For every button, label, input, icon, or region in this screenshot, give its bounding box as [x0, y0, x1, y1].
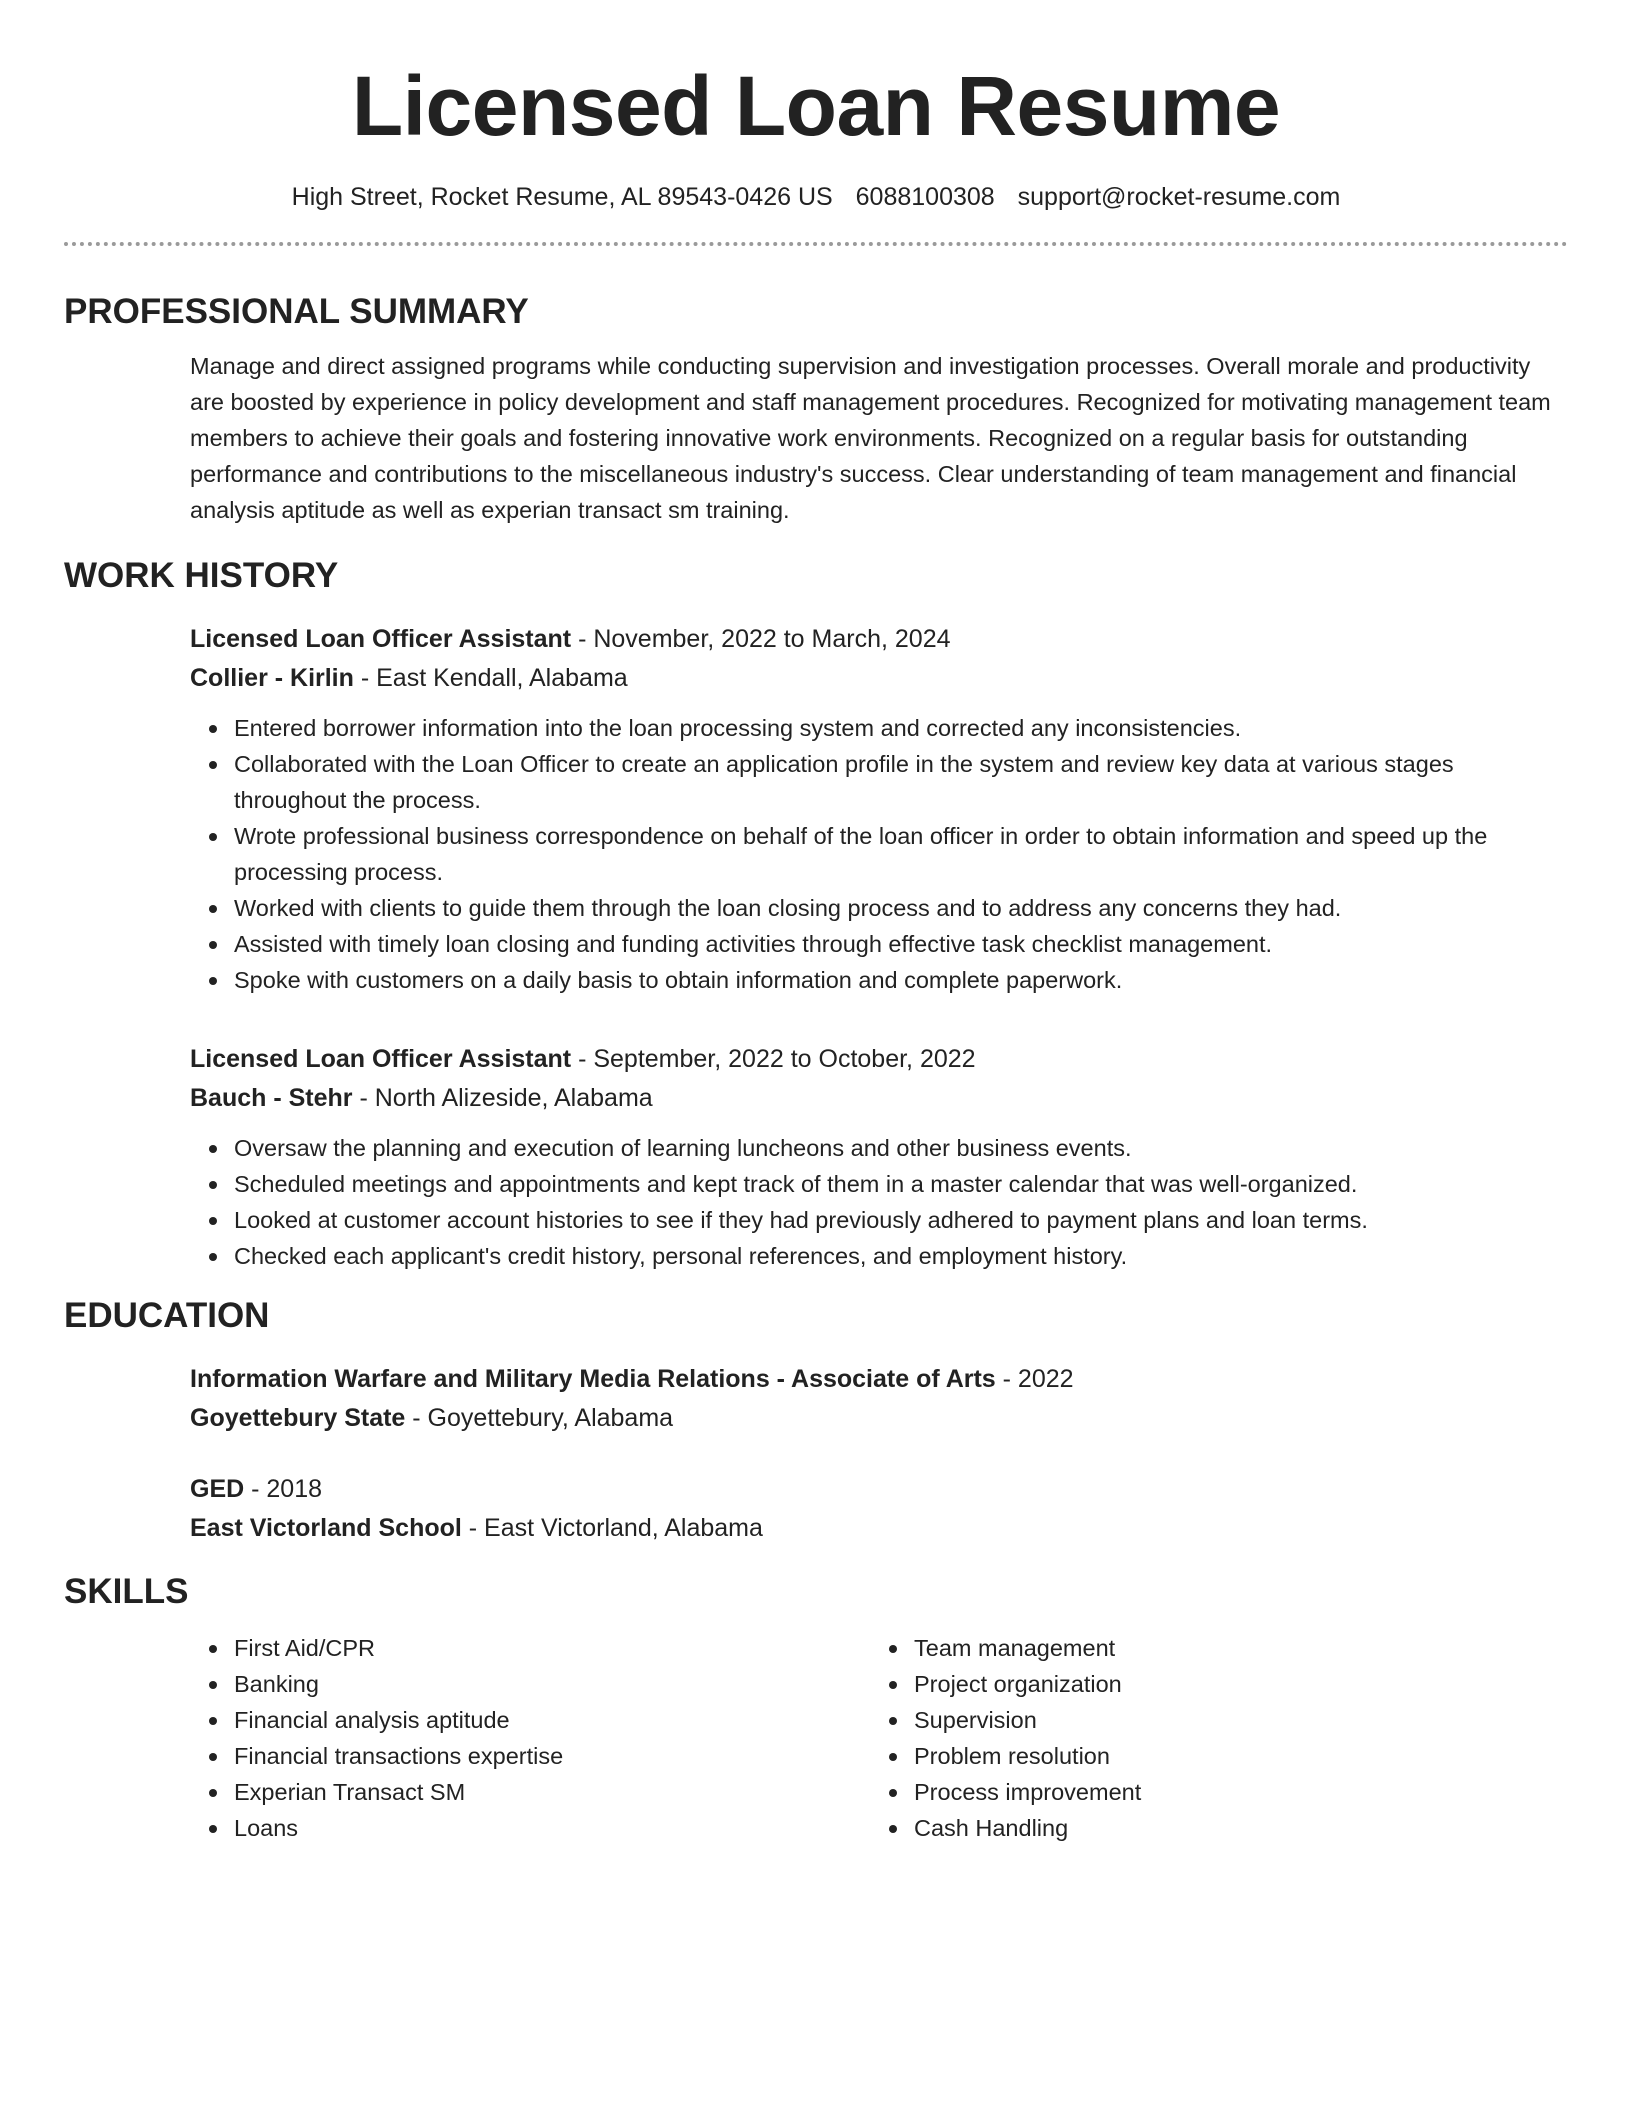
- education-location: - East Victorland, Alabama: [461, 1514, 763, 1542]
- job-title-line: [190, 620, 1558, 659]
- skill-item: Problem resolution: [914, 1738, 1490, 1774]
- job-company: Collier - Kirlin: [190, 664, 354, 692]
- skill-item: Banking: [234, 1666, 870, 1702]
- contact-phone: 6088100308: [855, 183, 995, 211]
- list-item: Assisted with timely loan closing and funding activities through effective task checklist management.: [234, 926, 1558, 962]
- education-degree-line: [190, 1360, 1558, 1399]
- summary-text: Manage and direct assigned programs while conducting supervision and investigation processes. Overall morale and productivity are boosted by experience in policy development and staff management procedures. Recognized for motivating management team members to achieve their goals and fostering innovative work environments. Recognized on a regular basis for outstanding performance and contributions to the miscellaneous industry's success. Clear understanding of team management and financial analysis aptitude as well as experian transact sm training.: [190, 353, 1551, 523]
- work-history-section: [64, 554, 1568, 1274]
- list-item: Looked at customer account histories to see if they had previously adhered to payment plans and loan terms.: [234, 1202, 1558, 1238]
- education-school-line: [190, 1399, 1558, 1438]
- contact-line: [64, 180, 1568, 214]
- skill-item: Supervision: [914, 1702, 1490, 1738]
- job-dates: - September, 2022 to October, 2022: [571, 1045, 976, 1073]
- skill-item: Financial analysis aptitude: [234, 1702, 870, 1738]
- list-item: Oversaw the planning and execution of learning luncheons and other business events.: [234, 1130, 1558, 1166]
- skill-item: Loans: [234, 1810, 870, 1846]
- education-school: East Victorland School: [190, 1514, 462, 1542]
- list-item: Collaborated with the Loan Officer to create an application profile in the system and review key data at various stages throughout the process.: [234, 746, 1558, 818]
- education-school-line: [190, 1509, 1558, 1548]
- education-year: - 2022: [995, 1365, 1074, 1393]
- list-item: Worked with clients to guide them through the loan closing process and to address any concerns they had.: [234, 890, 1558, 926]
- job-entry: [64, 620, 1568, 998]
- education-entry: [64, 1360, 1568, 1438]
- list-item: Spoke with customers on a daily basis to obtain information and complete paperwork.: [234, 962, 1558, 998]
- contact-email: support@rocket-resume.com: [1017, 183, 1341, 211]
- skills-heading: SKILLS: [64, 1572, 189, 1611]
- list-item: Entered borrower information into the loan processing system and corrected any inconsistencies.: [234, 710, 1558, 746]
- skill-item: Financial transactions expertise: [234, 1738, 870, 1774]
- summary-heading: PROFESSIONAL SUMMARY: [64, 292, 529, 331]
- job-title-line: [190, 1040, 1558, 1079]
- job-dates: - November, 2022 to March, 2024: [571, 625, 951, 653]
- education-section: [64, 1294, 1568, 1548]
- job-title: Licensed Loan Officer Assistant: [190, 1045, 572, 1073]
- contact-address: High Street, Rocket Resume, AL 89543-0426 US: [291, 183, 833, 211]
- education-heading: EDUCATION: [64, 1296, 270, 1335]
- job-title: Licensed Loan Officer Assistant: [190, 625, 572, 653]
- resume-title: Licensed Loan Resume: [351, 59, 1281, 153]
- job-company: Bauch - Stehr: [190, 1084, 353, 1112]
- skills-left-column: [190, 1630, 870, 1846]
- skill-item: Team management: [914, 1630, 1490, 1666]
- job-company-line: [190, 659, 1558, 698]
- job-entry: [64, 1040, 1568, 1274]
- education-school: Goyettebury State: [190, 1404, 406, 1432]
- skill-item: Experian Transact SM: [234, 1774, 870, 1810]
- skill-item: First Aid/CPR: [234, 1630, 870, 1666]
- work-history-heading: WORK HISTORY: [64, 556, 339, 595]
- job-location: - North Alizeside, Alabama: [352, 1084, 653, 1112]
- education-year: - 2018: [244, 1475, 323, 1503]
- summary-section: [64, 290, 1568, 528]
- skills-right-column: [870, 1630, 1490, 1846]
- skill-item: Cash Handling: [914, 1810, 1490, 1846]
- job-location: - East Kendall, Alabama: [353, 664, 628, 692]
- header-divider: [64, 242, 1568, 246]
- job-bullets: [190, 1130, 1558, 1274]
- skills-grid: [64, 1630, 1568, 1846]
- education-entry: [64, 1470, 1568, 1548]
- education-degree: Information Warfare and Military Media Relations - Associate of Arts: [190, 1365, 996, 1393]
- list-item: Checked each applicant's credit history, personal references, and employment history.: [234, 1238, 1558, 1274]
- skill-item: Project organization: [914, 1666, 1490, 1702]
- education-degree-line: [190, 1470, 1558, 1509]
- job-company-line: [190, 1079, 1558, 1118]
- job-bullets: [190, 710, 1558, 998]
- education-location: - Goyettebury, Alabama: [405, 1404, 674, 1432]
- education-degree: GED: [190, 1475, 245, 1503]
- skills-section: [64, 1570, 1568, 1846]
- list-item: Scheduled meetings and appointments and kept track of them in a master calendar that was well-organized.: [234, 1166, 1558, 1202]
- list-item: Wrote professional business correspondence on behalf of the loan officer in order to obtain information and speed up the processing process.: [234, 818, 1558, 890]
- skill-item: Process improvement: [914, 1774, 1490, 1810]
